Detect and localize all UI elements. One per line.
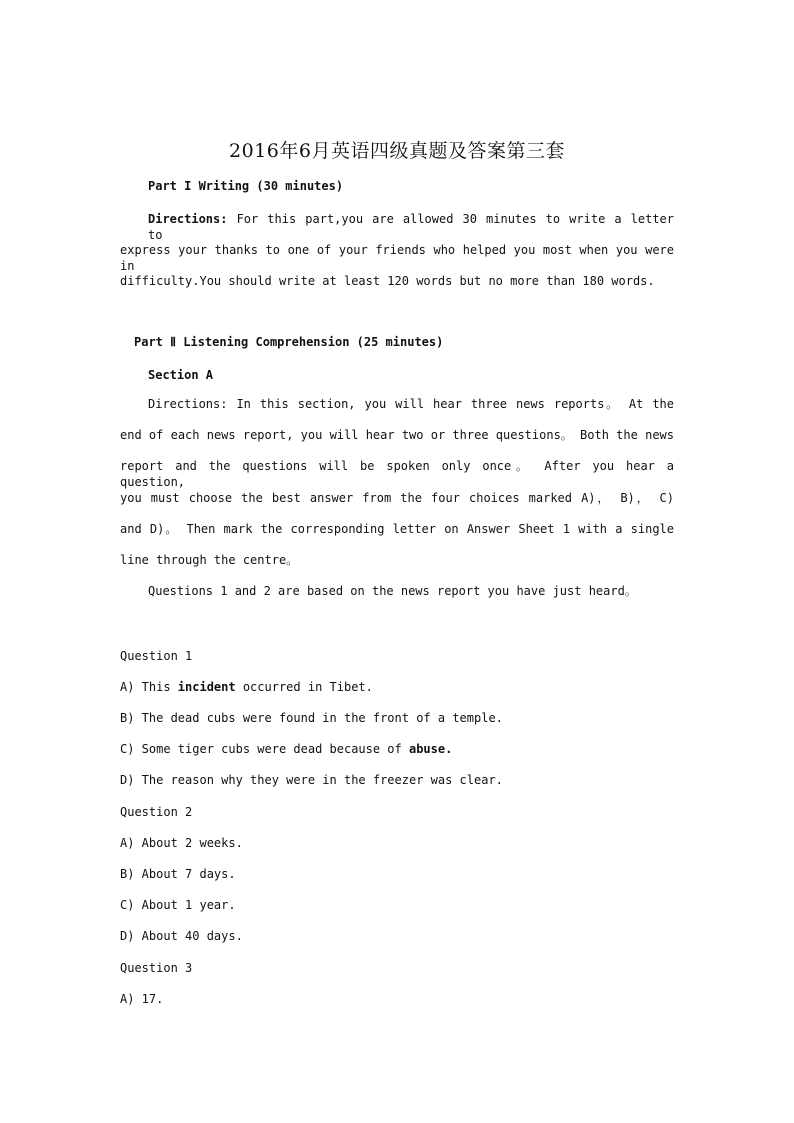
option-b: B) About 7 days. bbox=[120, 867, 236, 881]
part1-heading: Part I Writing (30 minutes) bbox=[148, 179, 344, 193]
part1-directions-line2: express your thanks to one of your friends who helped you most when you were in bbox=[120, 243, 674, 273]
part1-directions-line1 bbox=[148, 211, 674, 243]
question-label: Question 2 bbox=[120, 805, 193, 819]
part2-directions-line4: you must choose the best answer from the four choices marked A)， B)， C) bbox=[120, 491, 674, 505]
option-c: C) Some tiger cubs were dead because of abuse. bbox=[120, 742, 453, 756]
option-b: B) The dead cubs were found in the front of a temple. bbox=[120, 711, 503, 725]
question-label: Question 3 bbox=[120, 961, 193, 975]
option-a: A) About 2 weeks. bbox=[120, 836, 243, 850]
question-label: Question 1 bbox=[120, 649, 193, 663]
part2-directions-line5: and D)。 Then mark the corresponding letter on Answer Sheet 1 with a single bbox=[120, 522, 674, 536]
part1-directions-line3: difficulty.You should write at least 120 words but no more than 180 words. bbox=[120, 274, 655, 288]
part2-directions-line6: line through the centre。 bbox=[120, 553, 299, 567]
part2-directions-line1: Directions: In this section, you will hear three news reports。 At the bbox=[148, 397, 674, 411]
option-d: D) The reason why they were in the freezer was clear. bbox=[120, 773, 503, 787]
option-a: A) This incident occurred in Tibet. bbox=[120, 680, 373, 694]
questions-note: Questions 1 and 2 are based on the news report you have just heard。 bbox=[148, 584, 637, 598]
section-a-heading: Section A bbox=[148, 368, 214, 382]
directions-text: For this part,you are allowed 30 minutes to write a letter to bbox=[148, 212, 674, 242]
part2-directions-line2: end of each news report, you will hear two or three questions。 Both the news bbox=[120, 428, 674, 442]
part2-directions-line3: report and the questions will be spoken only once。 After you hear a question, bbox=[120, 459, 674, 489]
option-a: A) 17. bbox=[120, 992, 164, 1006]
option-c: C) About 1 year. bbox=[120, 898, 236, 912]
part2-heading: Part Ⅱ Listening Comprehension (25 minutes) bbox=[134, 335, 444, 349]
page-title: 2016年6月英语四级真题及答案第三套 bbox=[229, 140, 565, 162]
option-d: D) About 40 days. bbox=[120, 929, 243, 943]
directions-label: Directions: bbox=[148, 212, 228, 226]
